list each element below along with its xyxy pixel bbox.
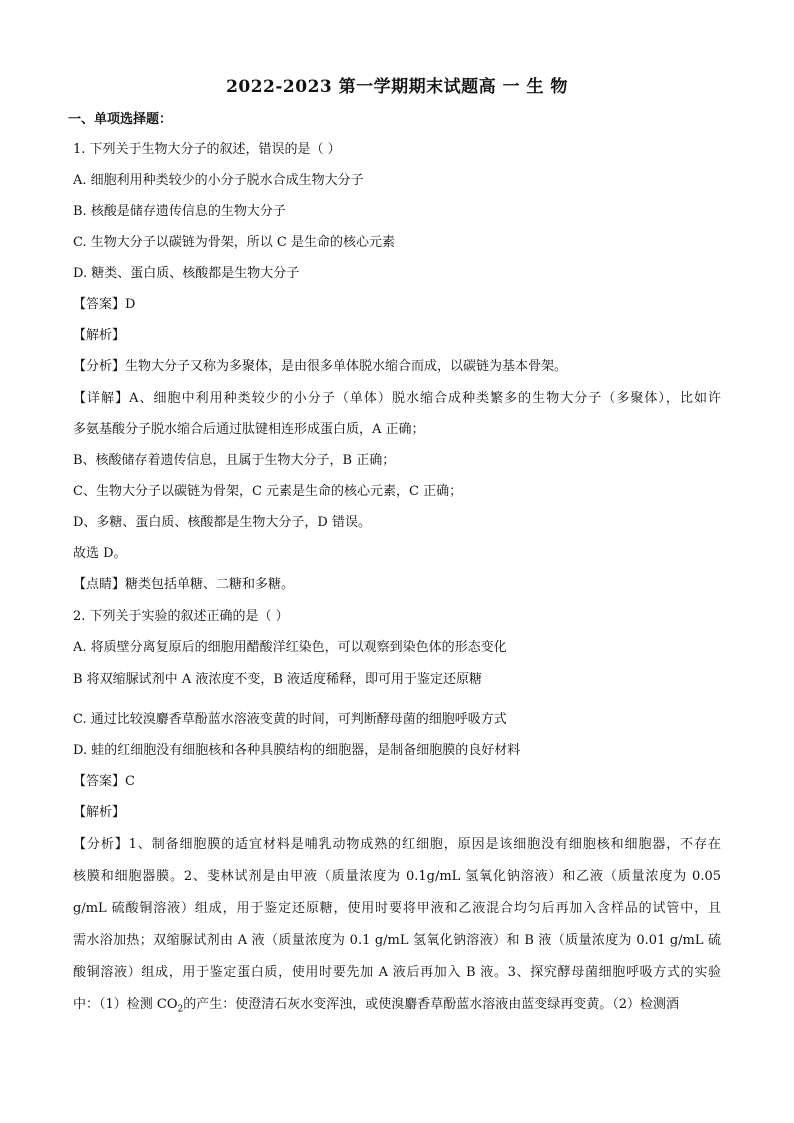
section-heading-single-choice: 一、单项选择题： — [68, 112, 173, 127]
question-2-option-d: D. 蛙的红细胞没有细胞核和各种具膜结构的细胞器，是制备细胞膜的良好材料 — [73, 743, 521, 758]
page-title: 2022-2023 第一学期期末试题高 一 生 物 — [226, 77, 568, 97]
question-2-fenxi-line-4: 需水浴加热；双缩脲试剂由 A 液（质量浓度为 0.1 g/mL 氢氧化钠溶液）和 B 液（质量浓度为 0.01 g/mL 硫 — [73, 933, 721, 948]
question-1-xiangjie-line-2: 多氨基酸分子脱水缩合后通过肽键相连形成蛋白质，A 正确； — [73, 422, 425, 437]
question-1-analysis-label: 【解析】 — [73, 328, 126, 343]
question-1-option-d: D. 糖类、蛋白质、核酸都是生物大分子 — [73, 266, 300, 281]
question-1-fenxi: 【分析】生物大分子又称为多聚体，是由很多单体脱水缩合而成，以碳链为基本骨架。 — [73, 359, 568, 374]
question-2-fenxi-line-6-part-b: 的产生：使澄清石灰水变浑浊，或使溴麝香草酚蓝水溶液由蓝变绿再变黄。（2）检测酒 — [183, 997, 680, 1012]
question-2-analysis-label: 【解析】 — [73, 805, 126, 820]
question-1-conclusion: 故选 D。 — [73, 546, 127, 561]
question-2-fenxi-line-3: g/mL 硫酸铜溶液）组成，用于鉴定还原糖，使用时要将甲液和乙液混合均匀后再加入含样品的试管中，且 — [73, 901, 721, 916]
question-2-stem: 2. 下列关于实验的叙述正确的是（ ） — [73, 609, 289, 624]
question-1-stem: 1. 下列关于生物大分子的叙述，错误的是（ ） — [73, 142, 341, 157]
question-2-fenxi-line-1: 【分析】1、制备细胞膜的适宜材料是哺乳动物成熟的红细胞，原因是该细胞没有细胞核和细胞器，不存在 — [73, 837, 721, 852]
question-2-fenxi-line-6 — [73, 996, 721, 1019]
question-1-option-b: B. 核酸是储存遗传信息的生物大分子 — [73, 204, 286, 219]
question-1-xiangjie-line-3: B、核酸储存着遗传信息，且属于生物大分子，B 正确； — [73, 453, 396, 468]
question-2-answer: 【答案】C — [73, 774, 135, 789]
question-1-xiangjie-line-1: 【详解】A、细胞中利用种类较少的小分子（单体）脱水缩合成种类繁多的生物大分子（多聚体），比如许 — [73, 391, 721, 406]
question-2-option-c: C. 通过比较溴麝香草酚蓝水溶液变黄的时间，可判断酵母菌的细胞呼吸方式 — [73, 712, 507, 727]
question-1-option-a: A. 细胞利用种类较少的小分子脱水合成生物大分子 — [73, 173, 364, 188]
question-1-answer: 【答案】D — [73, 297, 136, 312]
question-1-xiangjie-line-4: C、生物大分子以碳链为骨架，C 元素是生命的核心元素，C 正确； — [73, 484, 463, 499]
question-2-fenxi-line-5: 酸铜溶液）组成，用于鉴定蛋白质，使用时要先加 A 液后再加入 B 液。3、探究酵母菌细胞呼吸方式的实验 — [73, 965, 721, 980]
question-2-option-a: A. 将质壁分离复原后的细胞用醋酸洋红染色，可以观察到染色体的形态变化 — [73, 640, 507, 655]
question-2-fenxi-line-2: 核膜和细胞器膜。2、斐林试剂是由甲液（质量浓度为 0.1g/mL 氢氧化钠溶液）和乙液（质量浓度为 0.05 — [73, 869, 721, 884]
question-2-fenxi-line-6-part-a: 中：（1）检测 CO — [73, 997, 178, 1012]
question-2-option-b: B 将双缩脲试剂中 A 液浓度不变，B 液适度稀释，即可用于鉴定还原糖 — [73, 672, 483, 687]
question-1-dianjing: 【点睛】糖类包括单糖、二糖和多糖。 — [73, 577, 295, 592]
co2-subscript: 2 — [177, 1004, 184, 1015]
question-1-xiangjie-line-5: D、多糖、蛋白质、核酸都是生物大分子，D 错误。 — [73, 515, 371, 530]
question-1-option-c: C. 生物大分子以碳链为骨架，所以 C 是生命的核心元素 — [73, 235, 395, 250]
